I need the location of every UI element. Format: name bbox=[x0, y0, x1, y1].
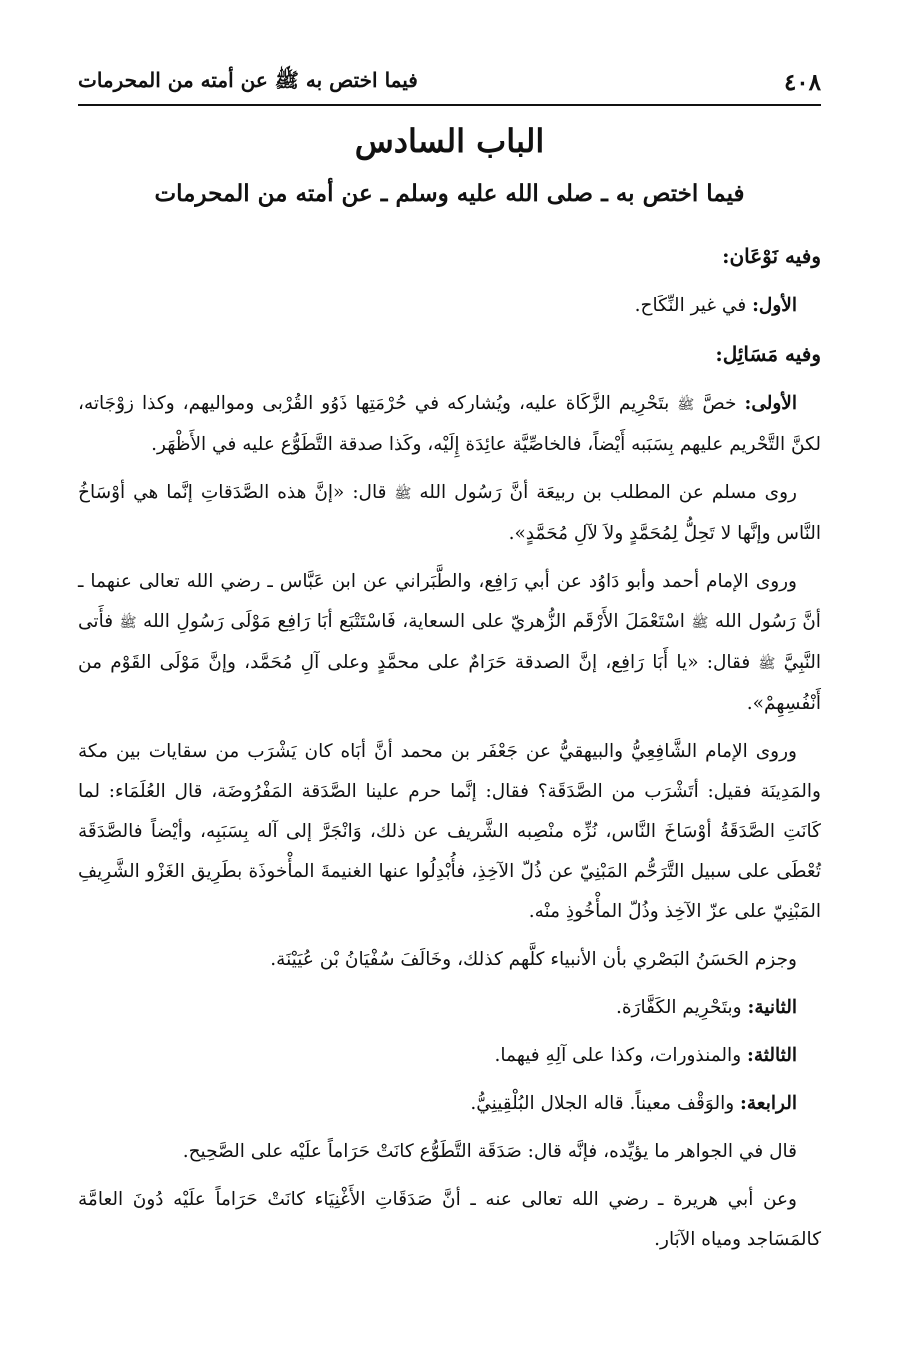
first-type-label: الأول: bbox=[752, 295, 797, 316]
shafii-report-text: وروى الإمام الشَّافِعِيُّ والبيهقيُّ عن جَعْفَر بن محمد أنَّ أبَاه كان يَشْرَب من سقايات بين مكة والمَدِينَة فقيل: أتَشْرَب من الصَّدَقَة؟ فقال: إنَّما حرم علينا الصَّدَقة المَفْرُوضَة، قال العُلَمَاء: لما كَانَتِ الصَّدَقَةُ أوْسَاخَ النَّاس، نُزِّه منْصِبه الشَّريف عن ذلك، وَانْجَرَّ إلى آله بِسَبَبِه، وأيْضاً فالصَّدَقَة تُعْطَى على سبيل التَّرَحُّم المَبْنِيّ عن ذُلّ الآخِذِ، فأُبْدِلُوا عنها الغنيمةَ المأْخوذَة بطَرِيق الغَزْو الشَّرِيفِ المَبْنِيّ على عزّ الآخِذ وذُلّ المأْخُوذِ منْه. bbox=[78, 741, 821, 922]
chapter-subtitle: فيما اختص به ـ صلى الله عليه وسلم ـ عن أمته من المحرمات bbox=[154, 180, 745, 207]
third-issue-label: الثالثة: bbox=[747, 1045, 797, 1066]
abu-rafi-hadith-d: فقال: «يا أَبَا رَافِع، إنَّ الصدقة حَرَامٌ على محمَّدٍ وعلى آلِ مُحَمَّد، وإنَّ مَوْلَى القَوْم من أَنْفُسِهِمْ». bbox=[78, 652, 821, 714]
types-heading bbox=[78, 236, 821, 278]
paragraph-fourth-issue bbox=[78, 1084, 821, 1124]
paragraph-abu-rafi-hadith bbox=[78, 562, 821, 724]
salawat-glyph: ﷺ bbox=[691, 615, 709, 631]
header-rule bbox=[78, 104, 821, 106]
page-number: ٤٠٨ bbox=[783, 68, 821, 96]
abu-rafi-hadith-a: وروى الإمام أحمد وأبو دَاوُد عن أبي رَافِع، والطَّبَراني عن ابن عَبَّاس ـ رضي الله تعالى عنهما ـ أنَّ رَسُول الله bbox=[78, 571, 821, 632]
issues-heading bbox=[78, 334, 821, 376]
second-issue-text: وبتَحْرِيم الكَفَّارَة. bbox=[615, 997, 742, 1018]
first-issue-text-a: خصَّ bbox=[702, 393, 737, 414]
hasan-basri-text: وجزم الحَسَنُ البَصْري بأن الأنبياء كلَّهم كذلك، وخَالَفَ سُفْيَانُ بْن عُيَيْنَة. bbox=[270, 949, 797, 970]
salawat-glyph: ﷺ bbox=[677, 397, 695, 413]
salawat-glyph: ﷺ bbox=[394, 486, 412, 502]
salawat-glyph: ﷺ bbox=[758, 656, 776, 672]
first-issue-text-b: بتَحْرِيم الزَّكَاة عليه، ويُشاركه في حُرْمَتِها ذَوُو القُرْبى ومواليهم، وكذا زوْجَاته، لكنَّ التَّحْريم عليهم بِسَبَبه أَيْضاً، فالخاصِّيَّة عائِدَة إِلَيْه، وكَذا صدقة التَّطَوُّع عليه في الأَظْهَر. bbox=[78, 393, 821, 455]
running-title: فيما اختص به ﷺ عن أمته من المحرمات bbox=[78, 67, 418, 92]
body-text bbox=[78, 236, 821, 1268]
third-issue-text: والمنذورات، وكذا على آلِهِ فيهما. bbox=[494, 1045, 742, 1066]
paragraph-shafii-report bbox=[78, 732, 821, 932]
abu-hurayra-text: وعن أبي هريرة ـ رضي الله تعالى عنه ـ أنَّ صَدَقَاتِ الأَغْنِيَاء كانَتْ حَرَاماً علَيْه دُونَ العامَّة كالمَسَاجد ومياه الآبَار. bbox=[78, 1189, 821, 1250]
first-type-text: في غير النِّكَاح. bbox=[634, 295, 747, 316]
second-issue-label: الثانية: bbox=[747, 997, 797, 1018]
paragraph-abu-hurayra bbox=[78, 1180, 821, 1260]
chapter-title: الباب السادس bbox=[354, 122, 545, 160]
fourth-issue-label: الرابعة: bbox=[740, 1093, 797, 1114]
muslim-hadith-a: روى مسلم عن المطلب بن ربيعَة أنَّ رَسُول الله bbox=[419, 482, 797, 503]
paragraph-muslim-hadith bbox=[78, 473, 821, 554]
first-issue-label: الأولى: bbox=[744, 393, 797, 414]
fourth-issue-text: والوَقْف معيناً. قاله الجلال البُلْقِينِيُّ. bbox=[470, 1093, 735, 1114]
issues-heading-text: وفيه مَسَائِل: bbox=[715, 342, 821, 366]
muslim-hadith-b: قال: «إنَّ هذه الصَّدَقاتِ إنَّما هي أوْسَاخُ النَّاس وإنَّها لا تَحِلُّ لِمُحَمَّدٍ ولاَ لآلِ مُحَمَّدٍ». bbox=[78, 482, 821, 544]
running-header bbox=[78, 62, 821, 102]
paragraph-second-issue bbox=[78, 988, 821, 1028]
salawat-glyph: ﷺ bbox=[119, 615, 137, 631]
paragraph-hasan-basri bbox=[78, 940, 821, 980]
first-type bbox=[78, 286, 821, 326]
types-heading-text: وفيه نَوْعَان: bbox=[722, 244, 821, 268]
abu-rafi-hadith-c: فأَتى النَّبِيَّ bbox=[78, 611, 821, 673]
abu-rafi-hadith-b: اسْتَعْمَلَ الأَرْقَم الزُّهريّ على السعاية، فَاسْتَتْبَع أبَا رَافِع مَوْلَى رَسُولِ الله bbox=[143, 611, 685, 632]
jawahir-text: قال في الجواهر ما يؤيِّده، فإنَّه قال: صَدَقَة التَّطَوُّع كانَتْ حَرَاماً علَيْه على الصَّحِيح. bbox=[182, 1141, 797, 1162]
paragraph-third-issue bbox=[78, 1036, 821, 1076]
paragraph-first-issue bbox=[78, 384, 821, 465]
paragraph-jawahir bbox=[78, 1132, 821, 1172]
